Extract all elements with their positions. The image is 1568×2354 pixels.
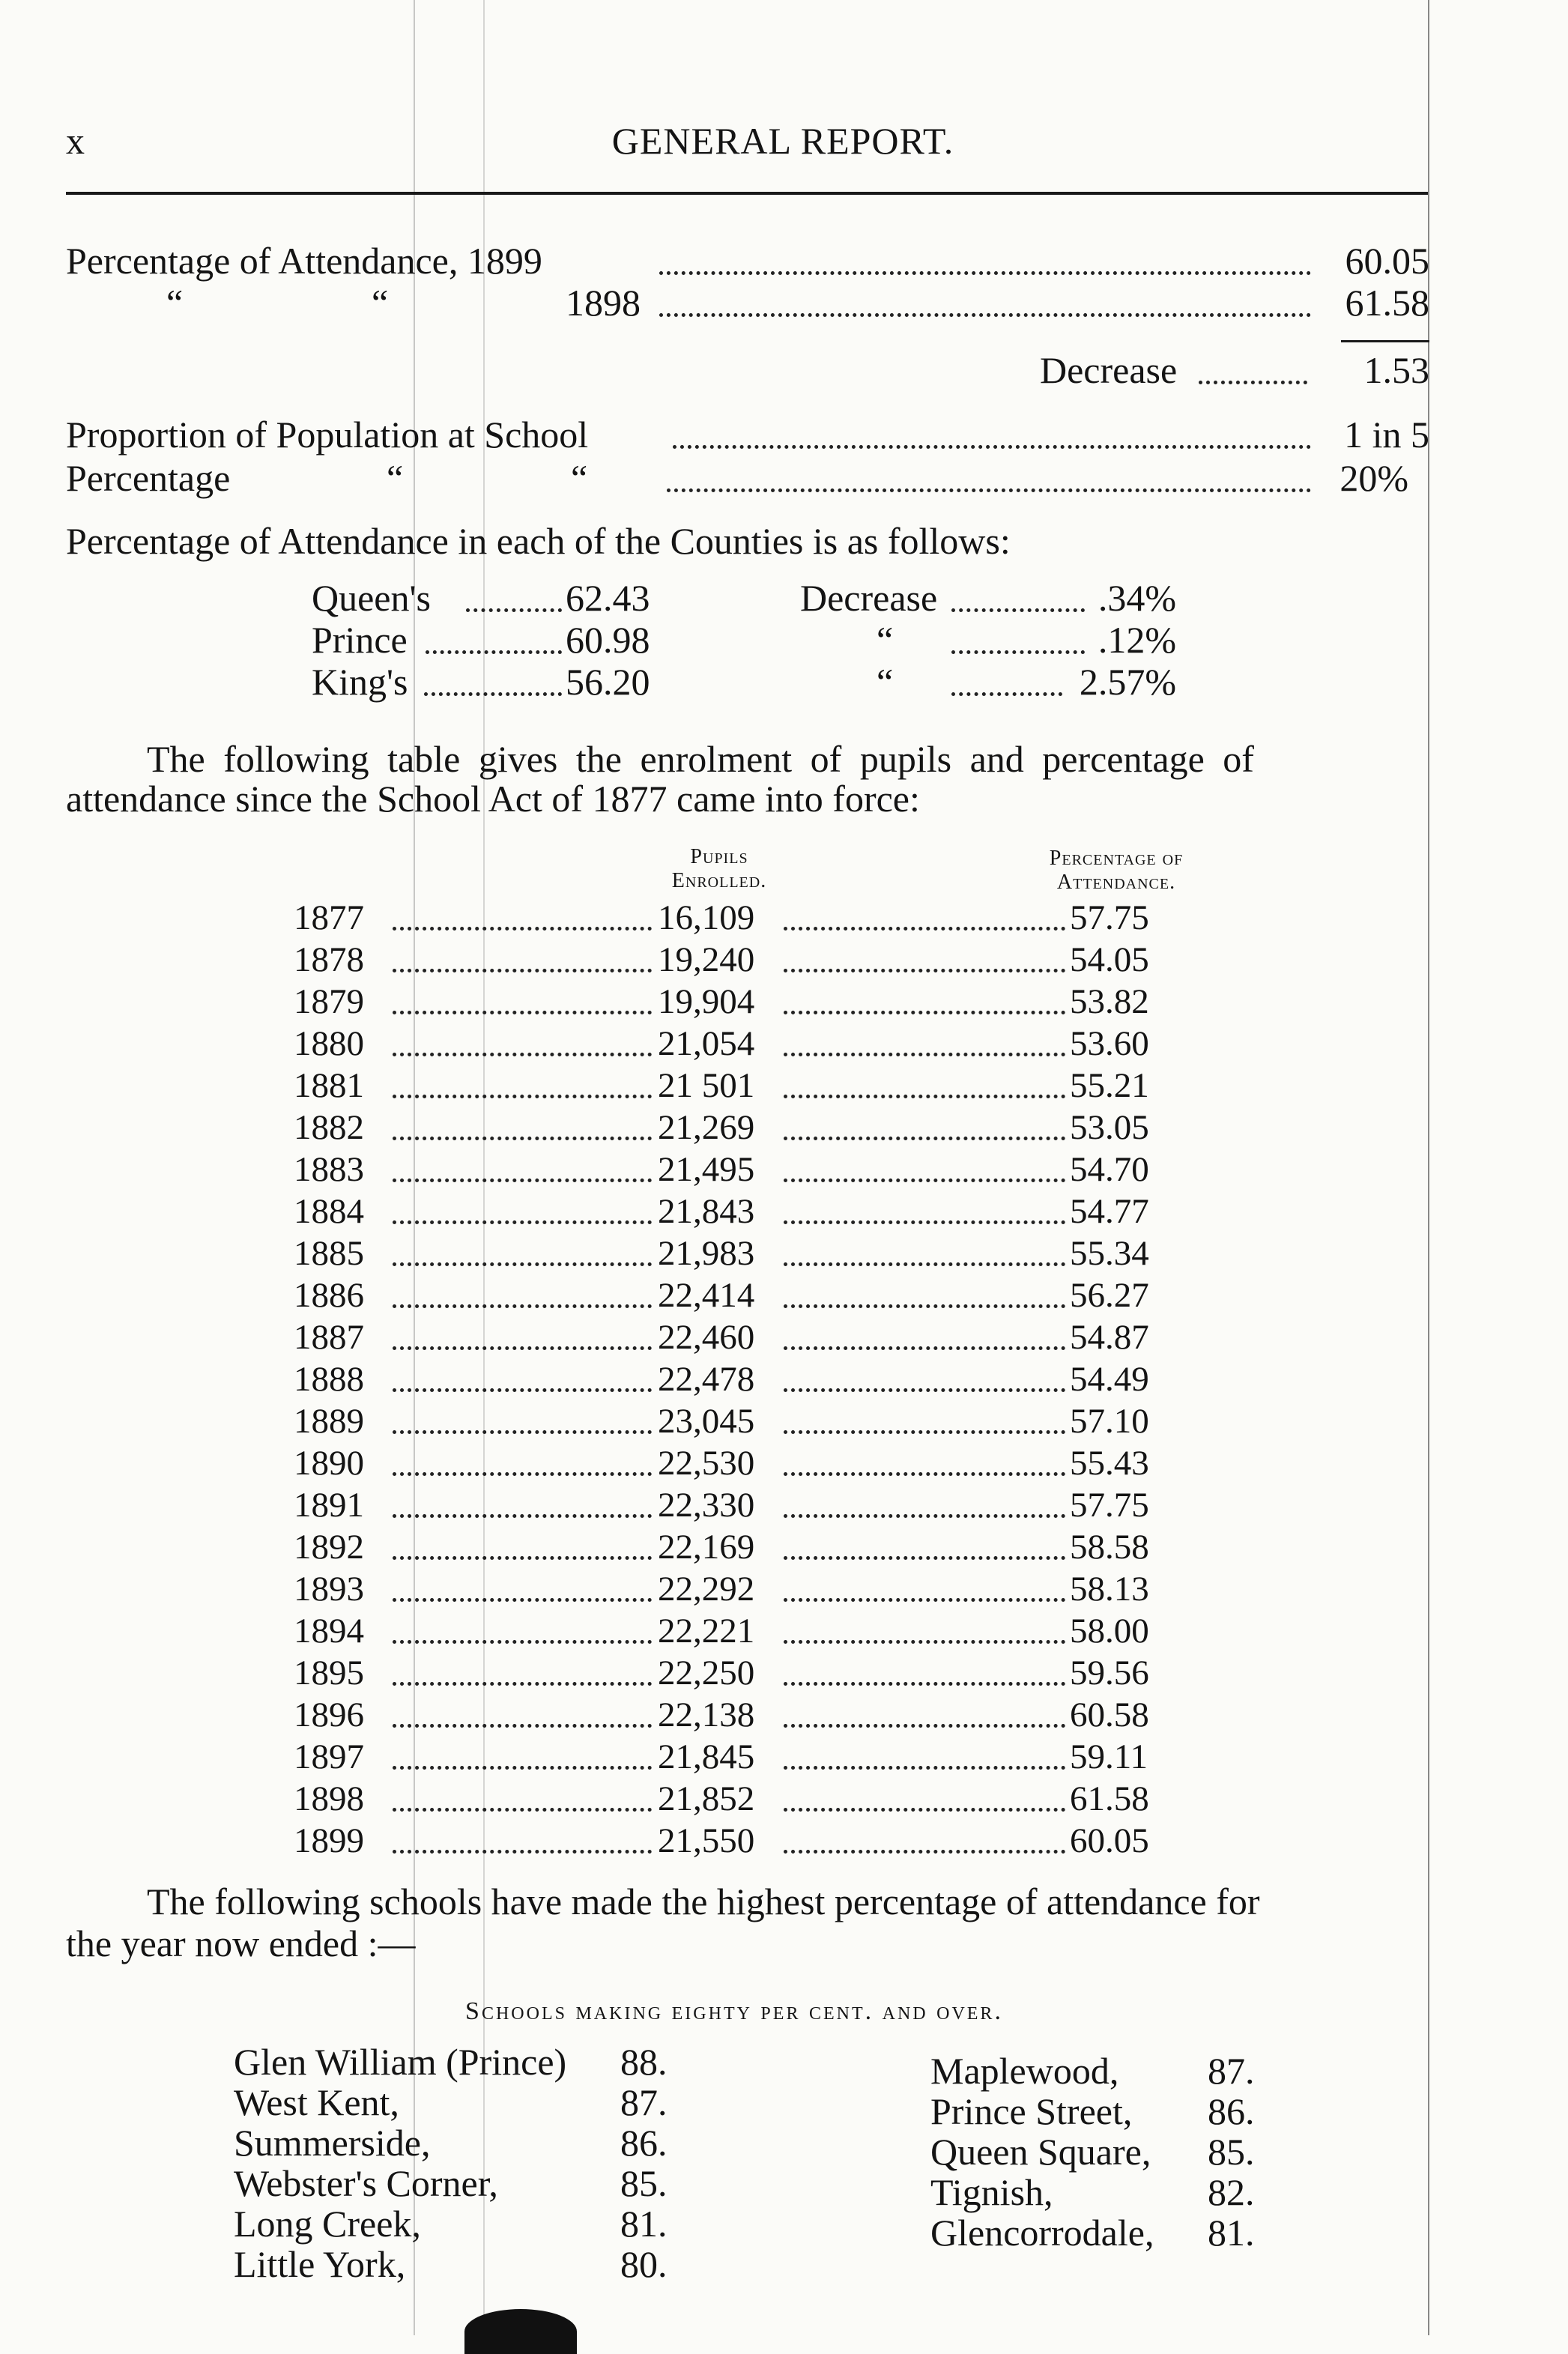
- attendance-1898-value: 61.58: [1345, 282, 1429, 324]
- county-change-label: “: [877, 619, 894, 661]
- percentage-value: 20%: [1340, 457, 1408, 499]
- school-percentage: 85.: [1208, 2131, 1255, 2173]
- school-name: Glencorrodale,: [930, 2212, 1154, 2254]
- dot-leader: [393, 1095, 652, 1098]
- dot-leader: [784, 969, 1065, 972]
- attendance-1898-year: 1898: [566, 282, 641, 324]
- school-percentage: 80.: [620, 2243, 668, 2285]
- column-header-attendance: Attendance.: [1056, 871, 1176, 894]
- table-cell-enrolled: 21 501: [658, 1066, 755, 1105]
- table-cell-enrolled: 21,843: [658, 1192, 755, 1231]
- school-percentage: 81.: [1208, 2212, 1255, 2254]
- dot-leader: [951, 692, 1062, 696]
- dot-leader: [393, 1178, 652, 1182]
- dot-leader: [784, 1430, 1065, 1434]
- dot-leader: [784, 1262, 1065, 1266]
- table-cell-enrolled: 22,138: [658, 1695, 755, 1734]
- dot-leader: [784, 1808, 1065, 1812]
- school-name: Long Creek,: [234, 2203, 421, 2245]
- table-cell-percentage: 58.58: [1070, 1528, 1149, 1567]
- school-name: Prince Street,: [930, 2090, 1133, 2132]
- table-cell-percentage: 55.34: [1070, 1234, 1149, 1273]
- dot-leader: [393, 1430, 652, 1434]
- dot-leader: [673, 445, 1311, 449]
- dot-leader: [393, 1724, 652, 1728]
- table-cell-percentage: 55.43: [1070, 1444, 1149, 1483]
- dot-leader: [393, 1808, 652, 1812]
- table-cell-year: 1891: [294, 1486, 364, 1525]
- table-cell-enrolled: 23,045: [658, 1402, 755, 1441]
- dot-leader: [784, 1724, 1065, 1728]
- table-cell-year: 1897: [294, 1737, 364, 1776]
- ditto-mark: “: [387, 457, 404, 499]
- ink-blot: [464, 2309, 577, 2354]
- table-cell-year: 1892: [294, 1528, 364, 1567]
- county-change-label: Decrease: [800, 577, 938, 619]
- table-cell-enrolled: 21,054: [658, 1024, 755, 1063]
- county-change: 2.57%: [1079, 661, 1176, 703]
- school-percentage: 86.: [1208, 2090, 1255, 2132]
- dot-leader: [784, 1095, 1065, 1098]
- table-cell-percentage: 57.75: [1070, 1486, 1149, 1525]
- attendance-1899-value: 60.05: [1345, 240, 1429, 282]
- dot-leader: [426, 650, 562, 654]
- schools-intro-line2: the year now ended :—: [66, 1922, 416, 1964]
- table-cell-enrolled: 22,478: [658, 1360, 755, 1399]
- dot-leader: [393, 1262, 652, 1266]
- table-cell-percentage: 56.27: [1070, 1276, 1149, 1315]
- table-cell-year: 1894: [294, 1612, 364, 1650]
- decrease-value: 1.53: [1363, 349, 1429, 391]
- table-cell-year: 1880: [294, 1024, 364, 1063]
- school-percentage: 87.: [1208, 2050, 1255, 2092]
- dot-leader: [393, 1053, 652, 1056]
- table-cell-year: 1877: [294, 898, 364, 937]
- dot-leader: [393, 1850, 652, 1854]
- county-value: 60.98: [566, 619, 650, 661]
- dot-leader: [784, 927, 1065, 931]
- school-name: Little York,: [234, 2243, 406, 2285]
- school-percentage: 86.: [620, 2122, 668, 2164]
- table-cell-enrolled: 21,852: [658, 1779, 755, 1818]
- table-cell-year: 1886: [294, 1276, 364, 1315]
- schools-intro-line1: The following schools have made the highest percentage of attendance for: [147, 1881, 1260, 1922]
- table-cell-percentage: 58.13: [1070, 1570, 1149, 1609]
- dot-leader: [393, 1598, 652, 1602]
- dot-leader: [667, 488, 1311, 492]
- dot-leader: [466, 608, 562, 612]
- dot-leader: [951, 650, 1085, 654]
- dot-leader: [393, 1220, 652, 1224]
- ditto-mark: “: [571, 457, 588, 499]
- table-cell-percentage: 60.05: [1070, 1821, 1149, 1860]
- county-change-label: “: [877, 661, 894, 703]
- dot-leader: [659, 313, 1311, 317]
- table-cell-year: 1899: [294, 1821, 364, 1860]
- table-cell-enrolled: 21,983: [658, 1234, 755, 1273]
- county-name: Prince: [312, 619, 408, 661]
- page-title: GENERAL REPORT.: [611, 120, 954, 162]
- enrolment-intro-line2: attendance since the School Act of 1877 came into force:: [66, 778, 920, 820]
- sum-rule: [1341, 340, 1429, 342]
- dot-leader: [784, 1011, 1065, 1014]
- school-name: West Kent,: [234, 2081, 399, 2123]
- table-cell-year: 1879: [294, 982, 364, 1021]
- table-cell-enrolled: 19,904: [658, 982, 755, 1021]
- table-cell-year: 1895: [294, 1653, 364, 1692]
- dot-leader: [393, 969, 652, 972]
- dot-leader: [393, 1137, 652, 1140]
- table-cell-percentage: 58.00: [1070, 1612, 1149, 1650]
- table-cell-enrolled: 22,292: [658, 1570, 755, 1609]
- table-cell-percentage: 54.70: [1070, 1150, 1149, 1189]
- dot-leader: [393, 1472, 652, 1476]
- table-cell-year: 1884: [294, 1192, 364, 1231]
- table-cell-enrolled: 21,269: [658, 1108, 755, 1147]
- table-cell-percentage: 60.58: [1070, 1695, 1149, 1734]
- dot-leader: [784, 1640, 1065, 1644]
- dot-leader: [784, 1514, 1065, 1518]
- proportion-value: 1 in 5: [1344, 414, 1429, 456]
- table-cell-enrolled: 16,109: [658, 898, 755, 937]
- dot-leader: [659, 271, 1311, 275]
- dot-leader: [784, 1472, 1065, 1476]
- attendance-1899-label: Percentage of Attendance, 1899: [66, 240, 542, 282]
- table-cell-year: 1893: [294, 1570, 364, 1609]
- school-name: Glen William (Prince): [234, 2041, 567, 2083]
- table-cell-enrolled: 22,221: [658, 1612, 755, 1650]
- page-number: x: [66, 120, 85, 162]
- table-cell-enrolled: 22,169: [658, 1528, 755, 1567]
- county-value: 56.20: [566, 661, 650, 703]
- dot-leader: [393, 1346, 652, 1350]
- table-cell-year: 1896: [294, 1695, 364, 1734]
- table-cell-enrolled: 21,845: [658, 1737, 755, 1776]
- table-cell-percentage: 54.05: [1070, 940, 1149, 979]
- dot-leader: [393, 1682, 652, 1686]
- proportion-label: Proportion of Population at School: [66, 414, 589, 456]
- table-cell-percentage: 57.75: [1070, 898, 1149, 937]
- header-rule: [66, 192, 1428, 195]
- dot-leader: [393, 1766, 652, 1770]
- county-value: 62.43: [566, 577, 650, 619]
- dot-leader: [393, 1514, 652, 1518]
- table-cell-percentage: 53.05: [1070, 1108, 1149, 1147]
- school-percentage: 87.: [620, 2081, 668, 2123]
- table-cell-enrolled: 19,240: [658, 940, 755, 979]
- column-header-pupils: Pupils: [690, 845, 748, 868]
- table-cell-percentage: 59.56: [1070, 1653, 1149, 1692]
- school-percentage: 85.: [620, 2162, 668, 2204]
- table-cell-enrolled: 22,460: [658, 1318, 755, 1357]
- table-cell-percentage: 59.11: [1070, 1737, 1148, 1776]
- school-name: Tignish,: [930, 2171, 1053, 2213]
- column-header-enrolled: Enrolled.: [671, 869, 767, 892]
- table-cell-year: 1878: [294, 940, 364, 979]
- dot-leader: [784, 1137, 1065, 1140]
- ditto-mark: “: [166, 282, 184, 324]
- counties-intro: Percentage of Attendance in each of the Counties is as follows:: [66, 520, 1011, 562]
- table-cell-year: 1898: [294, 1779, 364, 1818]
- table-cell-year: 1885: [294, 1234, 364, 1273]
- dot-leader: [393, 1388, 652, 1392]
- county-name: King's: [312, 661, 408, 703]
- school-name: Queen Square,: [930, 2131, 1151, 2173]
- dot-leader: [784, 1556, 1065, 1560]
- school-name: Webster's Corner,: [234, 2162, 498, 2204]
- table-cell-percentage: 54.87: [1070, 1318, 1149, 1357]
- enrolment-intro-line1: The following table gives the enrolment of pupils and percentage of: [147, 738, 1254, 780]
- table-cell-year: 1889: [294, 1402, 364, 1441]
- percentage-label: Percentage: [66, 457, 231, 499]
- dot-leader: [784, 1053, 1065, 1056]
- table-cell-enrolled: 22,530: [658, 1444, 755, 1483]
- dot-leader: [393, 1011, 652, 1014]
- table-cell-percentage: 57.10: [1070, 1402, 1149, 1441]
- county-change: .12%: [1098, 619, 1176, 661]
- county-name: Queen's: [312, 577, 431, 619]
- dot-leader: [784, 1346, 1065, 1350]
- dot-leader: [784, 1220, 1065, 1224]
- dot-leader: [393, 927, 652, 931]
- table-cell-percentage: 53.82: [1070, 982, 1149, 1021]
- dot-leader: [784, 1766, 1065, 1770]
- dot-leader: [393, 1304, 652, 1308]
- table-cell-enrolled: 22,414: [658, 1276, 755, 1315]
- table-cell-percentage: 61.58: [1070, 1779, 1149, 1818]
- school-name: Summerside,: [234, 2122, 431, 2164]
- table-cell-year: 1887: [294, 1318, 364, 1357]
- school-percentage: 81.: [620, 2203, 668, 2245]
- table-cell-enrolled: 21,550: [658, 1821, 755, 1860]
- table-cell-enrolled: 22,330: [658, 1486, 755, 1525]
- dot-leader: [784, 1304, 1065, 1308]
- table-cell-year: 1883: [294, 1150, 364, 1189]
- table-cell-percentage: 54.49: [1070, 1360, 1149, 1399]
- dot-leader: [784, 1178, 1065, 1182]
- table-cell-percentage: 55.21: [1070, 1066, 1149, 1105]
- dot-leader: [784, 1598, 1065, 1602]
- table-cell-enrolled: 21,495: [658, 1150, 755, 1189]
- dot-leader: [1199, 381, 1307, 384]
- dot-leader: [393, 1556, 652, 1560]
- schools-heading: Schools making eighty per cent. and over.: [465, 1997, 1003, 2025]
- dot-leader: [784, 1682, 1065, 1686]
- scan-crease-line: [483, 0, 485, 2335]
- table-cell-enrolled: 22,250: [658, 1653, 755, 1692]
- school-name: Maplewood,: [930, 2050, 1119, 2092]
- table-cell-percentage: 53.60: [1070, 1024, 1149, 1063]
- table-cell-year: 1882: [294, 1108, 364, 1147]
- table-cell-year: 1881: [294, 1066, 364, 1105]
- table-cell-percentage: 54.77: [1070, 1192, 1149, 1231]
- ditto-mark: “: [372, 282, 389, 324]
- dot-leader: [951, 608, 1085, 612]
- dot-leader: [424, 692, 562, 696]
- school-percentage: 88.: [620, 2041, 668, 2083]
- table-cell-year: 1888: [294, 1360, 364, 1399]
- dot-leader: [784, 1850, 1065, 1854]
- table-cell-year: 1890: [294, 1444, 364, 1483]
- decrease-label: Decrease: [1040, 349, 1178, 391]
- dot-leader: [393, 1640, 652, 1644]
- county-change: .34%: [1098, 577, 1176, 619]
- dot-leader: [784, 1388, 1065, 1392]
- column-header-percentage: Percentage of: [1049, 847, 1184, 870]
- scan-crease-line: [414, 0, 415, 2335]
- school-percentage: 82.: [1208, 2171, 1255, 2213]
